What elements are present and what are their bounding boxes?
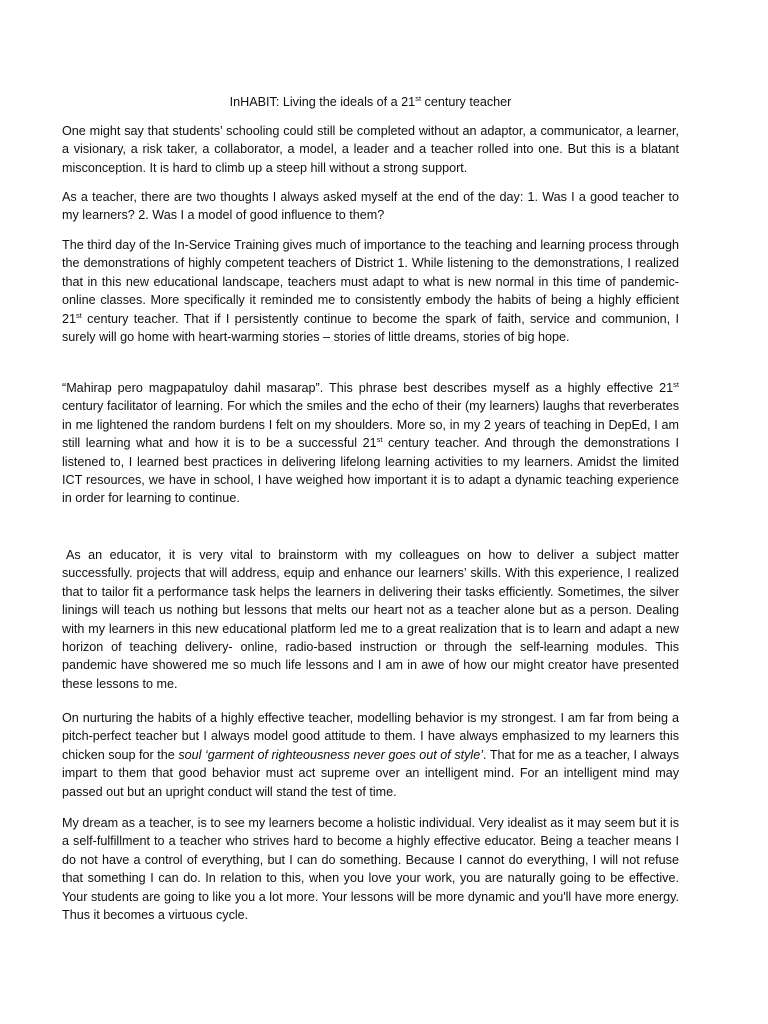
superscript: st [76, 310, 82, 320]
paragraph-text: “Mahirap pero magpapatuloy dahil masarap”. This phrase best describes myself as a highly effective 21 [62, 381, 674, 395]
paragraph-text: century teacher. That if I persistently continue to become the spark of faith, service and communion, I surely will go home with heart-warming stories – stories of little dreams, stories of big hope. [62, 311, 679, 345]
paragraph-intro: One might say that students’ schooling could still be completed without an adaptor, a communicator, a learner, a visionary, a risk taker, a collaborator, a model, a leader and a teacher rolled into one. But this is a blatant misconception. It is hard to climb up a steep hill without a strong support. [62, 124, 679, 175]
paragraph-text: . That for me as a teacher, I always impart to them that good behavior must act supreme over an intelligent mind. For an intelligent mind may passed out but an upright conduct will stand the test of time. [62, 747, 679, 799]
paragraph-two-thoughts: As a teacher, there are two thoughts I always asked myself at the end of the day: 1. Was I a good teacher to my learners? 2. Was I a model of good influence to them? [62, 190, 679, 223]
paragraph-text: The third day of the In-Service Training gives much of importance to the teaching and learning process through the demonstrations of highly competent teachers of District 1. While listening to the demonstrations, I realized that in this new educational landscape, teachers must adapt to what is new normal in this time of pandemic- online classes. More specifically it reminded me to consistently embody the habits of being a highly efficient 21 [62, 238, 679, 326]
document-title [62, 93, 679, 111]
paragraph-modelling-behavior [62, 709, 679, 801]
paragraph-text: On nurturing the habits of a highly effective teacher, modelling behavior is my strongest. I am far from being a pitch-perfect teacher but I always model good attitude to them. I have always emphasized to my learners this chicken soup for the [62, 711, 679, 762]
paragraph-text: century teacher. And through the demonstrations I listened to, I learned best practices in delivering lifelong learning activities to my learners. Amidst the limited ICT resources, we have in school, I have weighed how important it is to adapt a dynamic teaching experience in order for learning to continue. [62, 436, 679, 506]
italic-quote: soul ‘garment of righteousness never goes out of style’ [178, 747, 484, 762]
paragraph-text: As an educator, it is very vital to brainstorm with my colleagues on how to deliver a subject matter successfully. projects that will address, equip and enhance our learners’ skills. With this experience, I realized that to tailor fit a performance task helps the learners in delivering their tasks efficiently. Sometimes, the silver linings will teach us nothing but lessons that melts our heart not as a teacher alone but as a person. Dealing with my learners in this new educational platform led me to a great realization that is to learn and adapt a new horizon of teaching delivery- online, radio-based instruction or through the self-learning modules. This pandemic have showered me so much life lessons and I am in awe of how our might creator have presented these lessons to me. [62, 548, 679, 691]
title-superscript: st [415, 93, 422, 103]
paragraph-in-service-training [62, 236, 679, 346]
title-text-end: century teacher [421, 95, 512, 109]
superscript: st [673, 379, 679, 389]
document-page [62, 0, 679, 1024]
paragraph-mahirap [62, 379, 679, 508]
paragraph-dream: My dream as a teacher, is to see my learners become a holistic individual. Very idealist as it may seem but it is a self-fulfillment to a teacher who strives hard to become a highly effective educator. Being a teacher means I do not have a control of everything, but I can do something. Because I cannot do everything, I will not refuse that something I can do. In relation to this, when you love your work, you are naturally going to be effective. Your students are going to like you a lot more. Your lessons will be more dynamic and you'll have more energy. Thus it becomes a virtuous cycle. [62, 816, 679, 923]
paragraph-text: century facilitator of learning. For which the smiles and the echo of their (my learners) laughs that reverberates in me lightened the random burdens I felt on my shoulders. More so, in my 2 years of teaching in DepEd, I am still learning what and how it is to be a successful 21 [62, 399, 679, 451]
paragraph-educator [62, 546, 679, 693]
title-text: InHABIT: Living the ideals of a 21 [229, 95, 416, 109]
superscript: st [376, 435, 383, 445]
